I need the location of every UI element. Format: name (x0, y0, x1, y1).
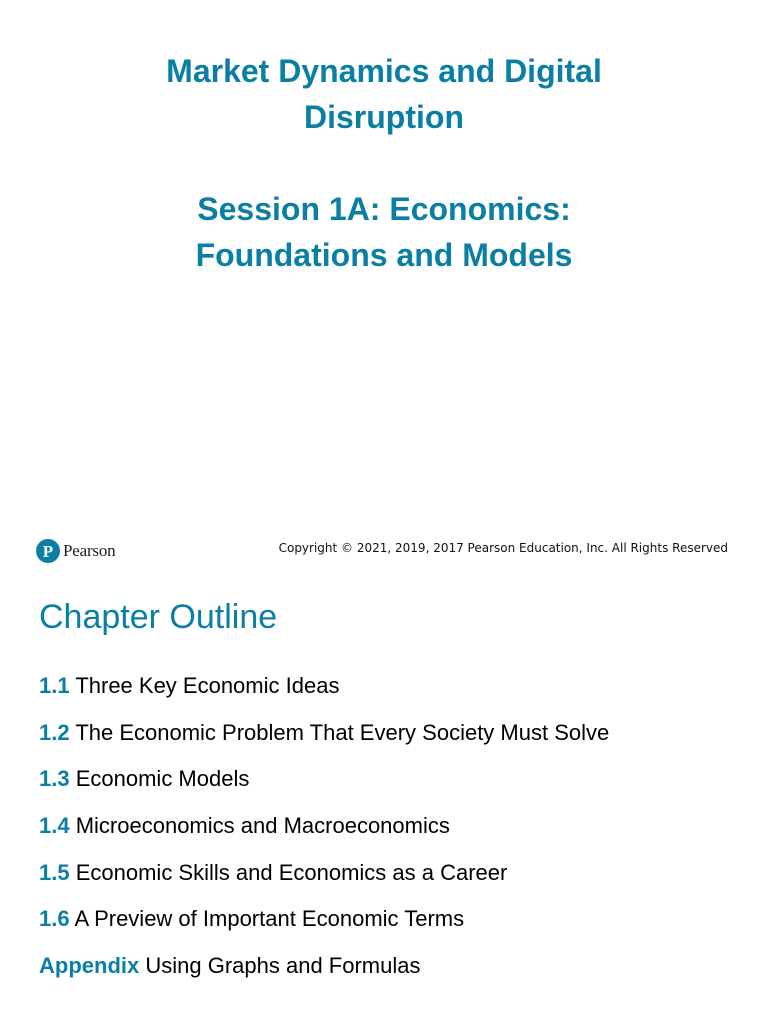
outline-item-number: Appendix (39, 953, 140, 979)
outline-item-text: Using Graphs and Formulas (145, 953, 421, 979)
title-block (40, 48, 728, 278)
outline-item-number: 1.1 (39, 673, 70, 698)
outline-item (39, 721, 609, 768)
logo-letter: P (42, 542, 54, 561)
outline-item (39, 767, 609, 814)
outline-item-number: 1.3 (39, 766, 70, 792)
outline-item (39, 907, 609, 954)
outline-slide (0, 576, 768, 1024)
outline-item (39, 674, 609, 721)
outline-item-number: 1.5 (39, 859, 70, 885)
outline-item-text: Microeconomics and Macroeconomics (75, 813, 450, 839)
outline-item-text: Economic Skills and Economics as a Career (75, 859, 508, 885)
outline-item-text: Three Key Economic Ideas (75, 673, 340, 698)
outline-item-text: A Preview of Important Economic Terms (74, 906, 465, 932)
slide-subtitle (40, 186, 728, 278)
outline-item-number: 1.2 (39, 719, 70, 745)
copyright-notice: Copyright © 2021, 2019, 2017 Pearson Education, Inc. All Rights Reserved (278, 541, 728, 555)
outline-item (39, 954, 609, 1001)
slide-title-line-2: Disruption (304, 99, 464, 135)
outline-title: Chapter Outline (39, 598, 278, 636)
slide-subtitle-line-2: Foundations and Models (195, 237, 573, 273)
pearson-logo-icon (36, 539, 60, 563)
outline-item-number: 1.6 (39, 906, 70, 932)
slide-footer (36, 536, 736, 566)
slide-title (40, 48, 728, 140)
outline-list (39, 674, 609, 1001)
outline-item-number: 1.4 (39, 813, 70, 839)
outline-item (39, 861, 609, 908)
logo-text: Pearson (63, 541, 116, 560)
outline-item-text: Economic Models (75, 766, 250, 792)
outline-item (39, 814, 609, 861)
slide-title-line-1: Market Dynamics and Digital (166, 53, 602, 89)
slide-subtitle-line-1: Session 1A: Economics: (197, 191, 571, 227)
pearson-logo (36, 539, 115, 563)
outline-item-text: The Economic Problem That Every Society Must Solve (75, 719, 610, 745)
